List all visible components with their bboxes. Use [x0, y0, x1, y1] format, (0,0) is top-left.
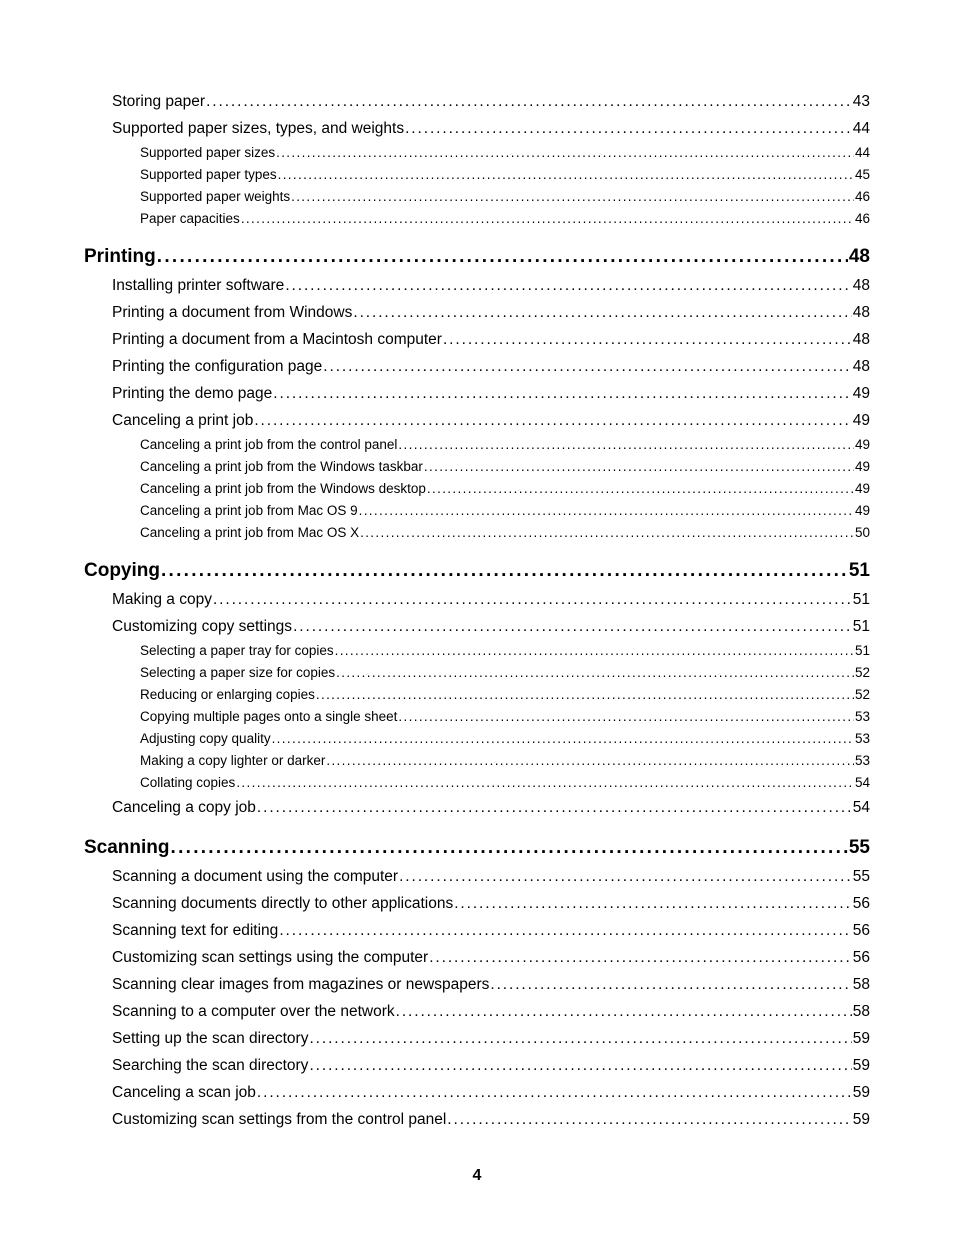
toc-entry-title: Collating copies	[140, 775, 236, 790]
dot-leader	[285, 272, 851, 299]
toc-subsection-entry[interactable]	[140, 728, 870, 750]
toc-entry-title: Reducing or enlarging copies	[140, 687, 315, 702]
toc-entry-title: Scanning text for editing	[112, 922, 279, 939]
dot-leader	[309, 1025, 851, 1052]
toc-subsection-entry[interactable]	[140, 772, 870, 794]
toc-entry-page: 53	[854, 709, 870, 724]
toc-entry-page: 51	[852, 618, 870, 635]
toc-entry-page: 45	[854, 167, 870, 182]
toc-section-entry[interactable]	[112, 380, 870, 407]
toc-section-entry[interactable]	[112, 115, 870, 142]
toc-section-entry[interactable]	[112, 299, 870, 326]
dot-leader	[272, 728, 854, 750]
toc-entry-page: 46	[854, 189, 870, 204]
dot-leader	[293, 613, 852, 640]
dot-leader	[241, 208, 854, 230]
toc-section-entry[interactable]	[112, 863, 870, 890]
dot-leader	[279, 917, 851, 944]
dot-leader	[236, 772, 854, 794]
toc-entry-page: 48	[852, 358, 870, 375]
dot-leader	[429, 944, 852, 971]
toc-chapter-entry[interactable]	[84, 833, 870, 863]
dot-leader	[447, 1106, 851, 1133]
toc-entry-page: 48	[852, 304, 870, 321]
toc-entry-title: Canceling a print job from the Windows desktop	[140, 481, 426, 496]
toc-entry-title: Printing a document from Windows	[112, 304, 353, 321]
toc-entry-title: Supported paper sizes	[140, 145, 276, 160]
toc-entry-title: Setting up the scan directory	[112, 1030, 309, 1047]
toc-subsection-entry[interactable]	[140, 434, 870, 456]
dot-leader	[161, 556, 848, 586]
dot-leader	[396, 998, 852, 1025]
toc-section-entry[interactable]	[112, 998, 870, 1025]
toc-entry-page: 46	[854, 211, 870, 226]
toc-entry-page: 53	[854, 731, 870, 746]
dot-leader	[323, 353, 851, 380]
toc-entry-page: 50	[854, 525, 870, 540]
toc-entry-page: 54	[852, 799, 870, 816]
toc-entry-page: 49	[854, 503, 870, 518]
toc-subsection-entry[interactable]	[140, 706, 870, 728]
toc-entry-title: Installing printer software	[112, 277, 285, 294]
dot-leader	[309, 1052, 851, 1079]
toc-entry-page: 49	[854, 481, 870, 496]
toc-entry-page: 56	[852, 949, 870, 966]
toc-entry-title: Searching the scan directory	[112, 1057, 309, 1074]
toc-chapter-entry[interactable]	[84, 242, 870, 272]
toc-entry-title: Customizing copy settings	[112, 618, 293, 635]
dot-leader	[157, 242, 848, 272]
dot-leader	[257, 794, 852, 821]
toc-entry-title: Storing paper	[112, 93, 206, 110]
toc-section-entry[interactable]	[112, 1052, 870, 1079]
toc-entry-page: 56	[852, 922, 870, 939]
toc-entry-title: Adjusting copy quality	[140, 731, 271, 746]
dot-leader	[398, 434, 854, 456]
toc-entry-title: Copying multiple pages onto a single sheet	[140, 709, 398, 724]
dot-leader	[206, 88, 852, 115]
toc-entry-title: Supported paper sizes, types, and weights	[112, 120, 405, 137]
toc-entry-page: 49	[854, 459, 870, 474]
toc-entry-title: Canceling a print job from the Windows taskbar	[140, 459, 423, 474]
toc-subsection-entry[interactable]	[140, 500, 870, 522]
toc-entry-page: 49	[852, 385, 870, 402]
dot-leader	[399, 863, 852, 890]
dot-leader	[291, 186, 854, 208]
toc-section-entry[interactable]	[112, 794, 870, 821]
toc-section-entry[interactable]	[112, 613, 870, 640]
toc-entry-page: 59	[852, 1084, 870, 1101]
toc-entry-page: 48	[852, 277, 870, 294]
toc-chapter-entry[interactable]	[84, 556, 870, 586]
toc-subsection-entry[interactable]	[140, 456, 870, 478]
toc-entry-title: Making a copy	[112, 591, 212, 608]
toc-entry-page: 54	[854, 775, 870, 790]
dot-leader	[424, 456, 854, 478]
dot-leader	[335, 640, 854, 662]
toc-entry-page: 48	[852, 331, 870, 348]
toc-entry-title: Supported paper weights	[140, 189, 291, 204]
dot-leader	[353, 299, 851, 326]
toc-section-entry[interactable]	[112, 1025, 870, 1052]
toc-section-entry[interactable]	[112, 1079, 870, 1106]
toc-entry-page: 58	[852, 976, 870, 993]
toc-entry-title: Customizing scan settings using the computer	[112, 949, 429, 966]
dot-leader	[336, 662, 854, 684]
dot-leader	[257, 1079, 852, 1106]
toc-section-entry[interactable]	[112, 944, 870, 971]
toc-entry-page: 49	[854, 437, 870, 452]
toc-subsection-entry[interactable]	[140, 478, 870, 500]
toc-entry-title: Canceling a print job from Mac OS X	[140, 525, 360, 540]
dot-leader	[359, 500, 854, 522]
toc-subsection-entry[interactable]	[140, 208, 870, 230]
toc-entry-title: Canceling a scan job	[112, 1084, 256, 1101]
toc-entry-title: Supported paper types	[140, 167, 277, 182]
toc-section-entry[interactable]	[112, 326, 870, 353]
toc-entry-page: 43	[852, 93, 870, 110]
toc-entry-title: Scanning a document using the computer	[112, 868, 399, 885]
toc-section-entry[interactable]	[112, 407, 870, 434]
toc-entry-title: Copying	[84, 560, 160, 581]
toc-section-entry[interactable]	[112, 917, 870, 944]
toc-entry-page: 51	[854, 643, 870, 658]
toc-entry-title: Scanning	[84, 837, 170, 858]
toc-entry-page: 55	[852, 868, 870, 885]
dot-leader	[326, 750, 854, 772]
dot-leader	[213, 586, 852, 613]
dot-leader	[490, 971, 851, 998]
toc-entry-page: 53	[854, 753, 870, 768]
toc-subsection-entry[interactable]	[140, 186, 870, 208]
dot-leader	[316, 684, 854, 706]
toc-entry-page: 52	[854, 687, 870, 702]
toc-section-entry[interactable]	[112, 272, 870, 299]
toc-subsection-entry[interactable]	[140, 684, 870, 706]
toc-entry-title: Scanning documents directly to other applications	[112, 895, 454, 912]
toc-section-entry[interactable]	[112, 971, 870, 998]
toc-entry-page: 51	[852, 591, 870, 608]
dot-leader	[360, 522, 854, 544]
toc-entry-page: 49	[852, 412, 870, 429]
toc-entry-page: 59	[852, 1057, 870, 1074]
toc-entry-page: 44	[854, 145, 870, 160]
toc-entry-title: Scanning clear images from magazines or newspapers	[112, 976, 490, 993]
dot-leader	[278, 164, 854, 186]
dot-leader	[427, 478, 854, 500]
toc-entry-page: 59	[852, 1111, 870, 1128]
toc-entry-page: 44	[852, 120, 870, 137]
dot-leader	[276, 142, 854, 164]
dot-leader	[398, 706, 854, 728]
toc-entry-page: 59	[852, 1030, 870, 1047]
toc-subsection-entry[interactable]	[140, 142, 870, 164]
toc-entry-page: 52	[854, 665, 870, 680]
toc-section-entry[interactable]	[112, 586, 870, 613]
toc-entry-title: Canceling a print job from the control panel	[140, 437, 398, 452]
toc-entry-page: 58	[852, 1003, 870, 1020]
toc-entry-title: Canceling a print job	[112, 412, 254, 429]
page-number: 4	[472, 1167, 482, 1184]
toc-entry-title: Canceling a print job from Mac OS 9	[140, 503, 358, 518]
toc-entry-title: Printing a document from a Macintosh computer	[112, 331, 442, 348]
toc-entry-title: Printing the configuration page	[112, 358, 323, 375]
dot-leader	[273, 380, 851, 407]
dot-leader	[443, 326, 852, 353]
dot-leader	[171, 833, 848, 863]
toc-subsection-entry[interactable]	[140, 164, 870, 186]
toc-entry-title: Printing the demo page	[112, 385, 273, 402]
toc-entry-page: 48	[848, 246, 870, 267]
toc-entry-page: 51	[848, 560, 870, 581]
toc-entry-title: Paper capacities	[140, 211, 240, 226]
toc-subsection-entry[interactable]	[140, 640, 870, 662]
toc-subsection-entry[interactable]	[140, 750, 870, 772]
toc-entry-title: Making a copy lighter or darker	[140, 753, 326, 768]
toc-section-entry[interactable]	[112, 353, 870, 380]
toc-entry-page: 55	[848, 837, 870, 858]
toc-section-entry[interactable]	[112, 1106, 870, 1133]
toc-entry-title: Scanning to a computer over the network	[112, 1003, 395, 1020]
dot-leader	[405, 115, 852, 142]
toc-subsection-entry[interactable]	[140, 522, 870, 544]
toc-entry-title: Selecting a paper tray for copies	[140, 643, 334, 658]
dot-leader	[254, 407, 851, 434]
toc-entry-title: Customizing scan settings from the control panel	[112, 1111, 447, 1128]
toc-entry-title: Selecting a paper size for copies	[140, 665, 336, 680]
toc-section-entry[interactable]	[112, 890, 870, 917]
toc-subsection-entry[interactable]	[140, 662, 870, 684]
toc-entry-page: 56	[852, 895, 870, 912]
table-of-contents	[84, 88, 870, 1133]
toc-entry-title: Canceling a copy job	[112, 799, 256, 816]
dot-leader	[454, 890, 852, 917]
toc-section-entry[interactable]	[112, 88, 870, 115]
toc-entry-title: Printing	[84, 246, 156, 267]
